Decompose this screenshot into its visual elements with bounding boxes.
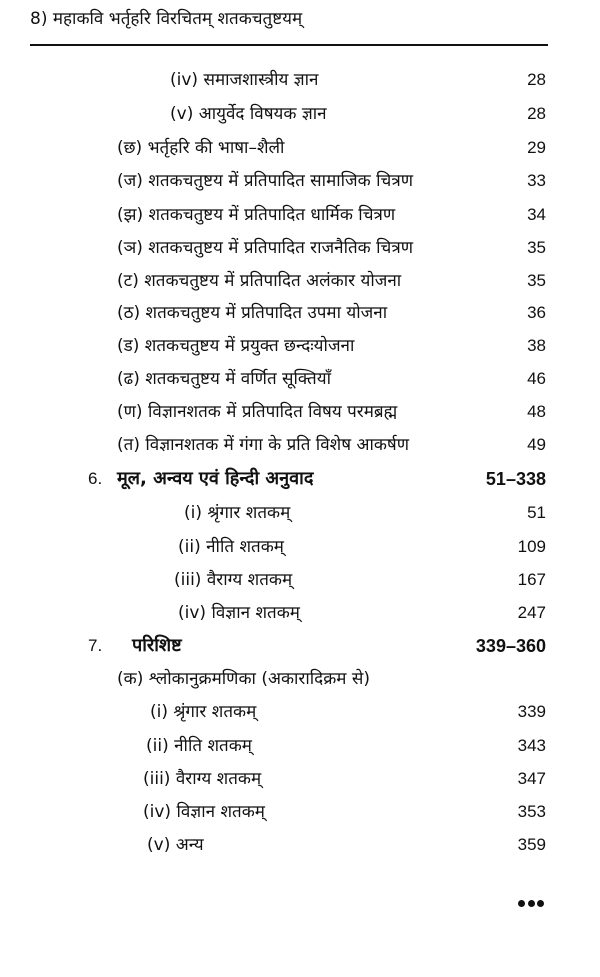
toc-entry <box>0 98 600 130</box>
dot-icon <box>537 900 544 907</box>
toc-entry <box>0 531 600 563</box>
toc-entry-page: 46 <box>527 369 546 388</box>
toc-entry-label: (छ) भर्तृहरि की भाषा–शैली <box>117 138 285 158</box>
toc-section <box>0 630 600 662</box>
toc-entry-page: 35 <box>527 271 546 290</box>
toc-entry-label: (iii) वैराग्य शतकम् <box>143 769 262 789</box>
toc-entry-page: 353 <box>517 802 546 821</box>
toc-entry-label: (ठ) शतकचतुष्टय में प्रतिपादित उपमा योजना <box>117 303 388 323</box>
toc-entry-page: 48 <box>527 402 546 421</box>
toc-entry-label: (iv) समाजशास्त्रीय ज्ञान <box>170 70 319 90</box>
toc-entry-page: 38 <box>527 336 546 355</box>
toc-entry-page: 34 <box>527 205 546 224</box>
toc-entry-label: (i) श्रृंगार शतकम् <box>184 503 291 523</box>
toc-entry-page: 36 <box>527 303 546 322</box>
toc-entry <box>0 429 600 461</box>
toc-section-number: 7. <box>88 636 103 655</box>
toc-entry-page: 33 <box>527 171 546 190</box>
toc-entry-label: (i) श्रृंगार शतकम् <box>150 702 257 722</box>
toc-entry-label: (क) श्लोकानुक्रमणिका (अकारादिक्रम से) <box>117 669 370 689</box>
toc-entry <box>0 64 600 96</box>
toc-entry-page: 28 <box>527 70 546 89</box>
toc-entry <box>0 663 600 695</box>
toc-section-page: 339–360 <box>475 636 546 656</box>
toc-section-page: 51–338 <box>485 469 546 489</box>
toc-entry-page: 347 <box>517 769 546 788</box>
toc-entry <box>0 297 600 329</box>
toc-entry-label: (ii) नीति शतकम् <box>146 736 252 756</box>
toc-entry-page: 359 <box>517 835 546 854</box>
toc-entry-label: (iv) विज्ञान शतकम् <box>178 603 300 623</box>
toc-entry <box>0 829 600 861</box>
dot-icon <box>518 900 525 907</box>
dot-icon <box>528 900 535 907</box>
toc-entry-label: (ञ) शतकचतुष्टय में प्रतिपादित राजनैतिक चित्रण <box>117 238 414 258</box>
toc-entry-page: 51 <box>527 503 546 522</box>
toc-entry <box>0 696 600 728</box>
toc-entry-page: 49 <box>527 435 546 454</box>
toc-entry <box>0 232 600 264</box>
toc-entry-page: 29 <box>527 138 546 157</box>
toc-entry-page: 109 <box>517 537 546 556</box>
toc-section-label: मूल, अन्वय एवं हिन्दी अनुवाद <box>117 468 314 489</box>
toc-section-label: परिशिष्ट <box>132 635 182 656</box>
header-divider <box>30 44 548 46</box>
toc-section-number: 6. <box>88 469 103 488</box>
toc-entry-label: (ड) शतकचतुष्टय में प्रयुक्त छन्दःयोजना <box>117 336 355 356</box>
toc-entry-label: (iii) वैराग्य शतकम् <box>174 570 293 590</box>
toc-entry-page: 35 <box>527 238 546 257</box>
toc-entry-label: (v) अन्य <box>147 835 204 855</box>
toc-entry <box>0 330 600 362</box>
toc-entry-label: (ण) विज्ञानशतक में प्रतिपादित विषय परमब्रह्म <box>117 402 398 422</box>
toc-entry <box>0 597 600 629</box>
toc-entry <box>0 132 600 164</box>
toc-section <box>0 463 600 495</box>
toc-entry-label: (iv) विज्ञान शतकम् <box>143 802 265 822</box>
toc-entry <box>0 199 600 231</box>
toc-entry-label: (ट) शतकचतुष्टय में प्रतिपादित अलंकार योजना <box>117 271 402 291</box>
toc-entry-page: 28 <box>527 104 546 123</box>
toc-entry-label: (त) विज्ञानशतक में गंगा के प्रति विशेष आकर्षण <box>117 435 409 455</box>
page-header: 8) महाकवि भर्तृहरि विरचितम् शतकचतुष्टयम् <box>30 9 303 29</box>
toc-entry <box>0 564 600 596</box>
toc-entry-label: (ज) शतकचतुष्टय में प्रतिपादित सामाजिक चित्रण <box>117 171 413 191</box>
toc-entry <box>0 763 600 795</box>
continuation-dots-icon <box>518 898 544 908</box>
toc-entry-label: (v) आयुर्वेद विषयक ज्ञान <box>170 104 327 124</box>
toc-entry-page: 343 <box>517 736 546 755</box>
toc-entry-label: (ii) नीति शतकम् <box>178 537 284 557</box>
toc-entry-label: (झ) शतकचतुष्टय में प्रतिपादित धार्मिक चित्रण <box>117 205 396 225</box>
toc-entry <box>0 396 600 428</box>
toc-entry <box>0 497 600 529</box>
toc-entry-page: 247 <box>517 603 546 622</box>
toc-entry-page: 339 <box>517 702 546 721</box>
toc-entry-page: 167 <box>517 570 546 589</box>
toc-entry <box>0 796 600 828</box>
toc-entry-label: (ढ) शतकचतुष्टय में वर्णित सूक्तियाँ <box>117 369 331 389</box>
toc-entry <box>0 363 600 395</box>
toc-entry <box>0 730 600 762</box>
toc-entry <box>0 265 600 297</box>
toc-entry <box>0 165 600 197</box>
